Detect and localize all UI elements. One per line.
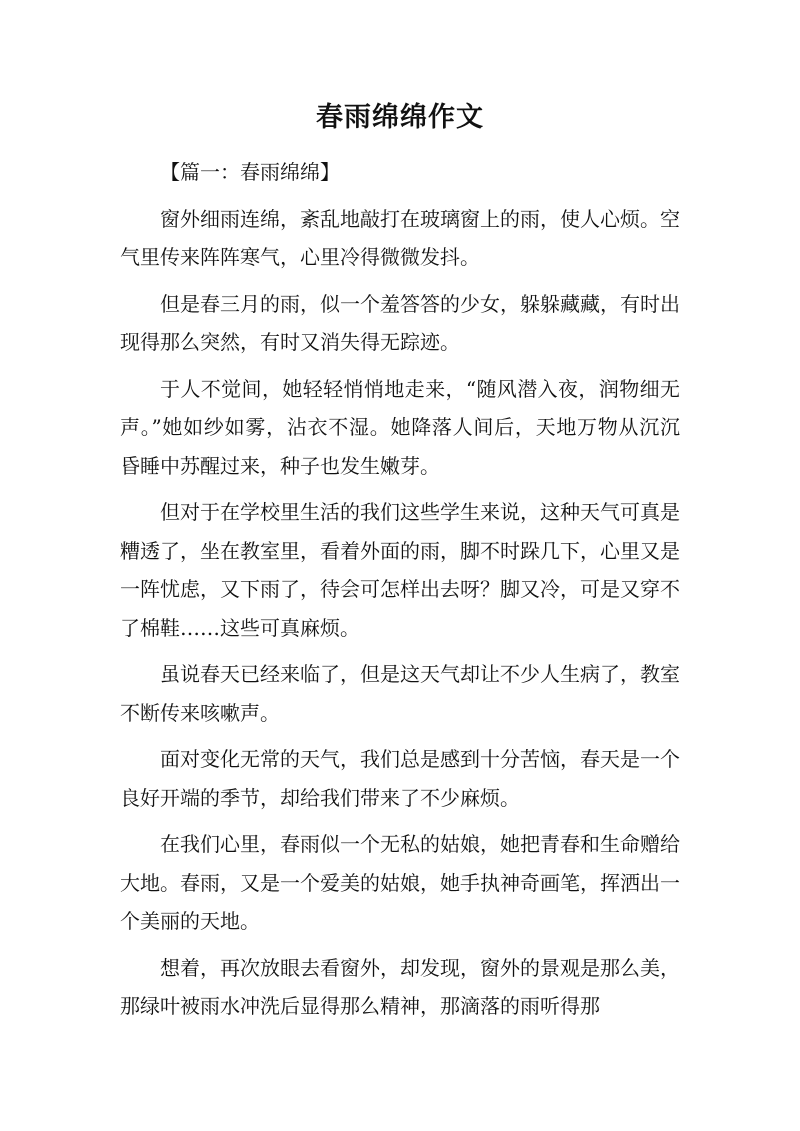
paragraph: 虽说春天已经来临了，但是这天气却让不少人生病了，教室不断传来咳嗽声。 xyxy=(120,662,680,725)
paragraph: 但对于在学校里生活的我们这些学生来说，这种天气可真是糟透了，坐在教室里，看着外面的雨，脚不时跺几下，心里又是一阵忧虑，又下雨了，待会可怎样出去呀？脚又冷，可是又穿不了棉鞋……这些可真麻烦。 xyxy=(120,500,680,640)
paragraph: 面对变化无常的天气，我们总是感到十分苦恼，春天是一个良好开端的季节，却给我们带来了不少麻烦。 xyxy=(120,747,680,810)
paragraph: 但是春三月的雨，似一个羞答答的少女，躲躲藏藏，有时出现得那么突然，有时又消失得无踪迹。 xyxy=(120,291,680,354)
paragraph: 窗外细雨连绵，紊乱地敲打在玻璃窗上的雨，使人心烦。空气里传来阵阵寒气，心里冷得微微发抖。 xyxy=(120,206,680,269)
paragraph: 想着，再次放眼去看窗外，却发现，窗外的景观是那么美，那绿叶被雨水冲洗后显得那么精神，那滴落的雨听得那 xyxy=(120,955,680,1018)
document-body xyxy=(120,153,680,1034)
section-heading: 【篇一：春雨绵绵】 xyxy=(160,160,340,184)
document-title: 春雨绵绵作文 xyxy=(316,102,484,133)
paragraph: 于人不觉间，她轻轻悄悄地走来，“随风潜入夜，润物细无声。”她如纱如雾，沾衣不湿。她降落人间后，天地万物从沉沉昏睡中苏醒过来，种子也发生嫩芽。 xyxy=(120,376,680,478)
paragraph: 在我们心里，春雨似一个无私的姑娘，她把青春和生命赠给大地。春雨，又是一个爱美的姑娘，她手执神奇画笔，挥洒出一个美丽的天地。 xyxy=(120,832,680,933)
